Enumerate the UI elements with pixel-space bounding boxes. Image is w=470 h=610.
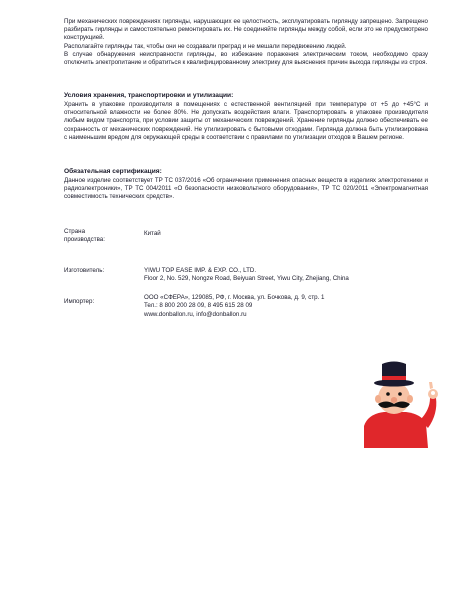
intro-paragraph-damage: При механических повреждениях гирлянды, нарушающих ее целостность, эксплуатировать гирлянду запрещено. Запрещено разбирать гирлянды и самостоятельно ремонтировать их. Не соединяйте гирлянды между собой, если это не предусмотрено конструкцией. [64,18,428,42]
manufacturer-label: Изготовитель: [64,267,105,274]
mustached-mascot-icon [350,358,440,448]
mascot-eye-left [386,392,390,396]
storage-text: Хранить в упаковке производителя в помещениях с естественной вентиляцией при температуре от +5 до +45°C и относительной влажности не более 80%. Не допускать воздействия влаги. Транспортировать в упаковке производителя любым видом транспорта, при условии защиты от механических повреждений. Хранение гирлянды должно обеспечивать ее сохранность от механических повреждений. Не утилизировать с бытовыми отходами. Гирлянда должна быть утилизирована с наименьшим вредом для окружающей среды в соответствии с правилами по утилизации отходов в Вашем регионе. [64,101,428,141]
manufacturer-name: YIWU TOP EASE IMP. & EXP. CO., LTD. [144,267,257,274]
mascot-finger [429,382,433,389]
certification-text: Данное изделие соответствует ТР ТС 037/2016 «Об ограничении применения опасных веществ в изделиях электротехники и радиоэлектроники», ТР ТС 004/2011 «О безопасности низковольтного оборудования», ТР ТС 020/2011 «Электромагнитная совместимость технических средств». [64,177,428,201]
mascot-ear-right [407,395,413,403]
manufacturer-value [144,267,428,284]
importer-name-address: ООО «СФЕРА», 129085, РФ, г. Москва, ул. Бочкова, д. 9, стр. 1 [144,294,325,301]
intro-section [64,18,428,67]
importer-label: Импортер: [64,298,95,305]
mascot-eye-right [398,392,402,396]
mascot-hat-band [382,376,406,380]
importer-phone: Тел.: 8 800 200 28 09, 8 495 615 28 09 [144,302,253,310]
importer-contacts: www.donballon.ru, info@donballon.ru [144,310,247,318]
intro-paragraph-placement: Располагайте гирлянды так, чтобы они не создавали преград и не мешали передвижению людей. [64,42,347,50]
country-value: Китай [144,230,161,237]
mascot-shirt [364,412,428,448]
mascot-hand-ok-gap [431,391,435,395]
storage-heading: Условия хранения, транспортировки и утилизации: [64,92,234,99]
mascot-ear-left [375,395,381,403]
certification-heading: Обязательная сертификация: [64,168,162,175]
country-label-line1: Страна [64,228,86,235]
country-label [64,228,134,245]
mascot-nose [391,397,397,403]
country-label-line2: производства: [64,236,105,244]
manufacturer-address: Floor 2, No. 529, Nongze Road, Beiyuan Street, Yiwu City, Zhejiang, China [144,275,349,283]
intro-paragraph-fault: В случае обнаружения неисправности гирлянды, во избежание поражения электрическим током, необходимо сразу отключить электропитание и обратиться к квалифицированному электрику для выяснения причин выхода гирлянды из строя. [64,50,428,67]
importer-value [144,294,428,319]
